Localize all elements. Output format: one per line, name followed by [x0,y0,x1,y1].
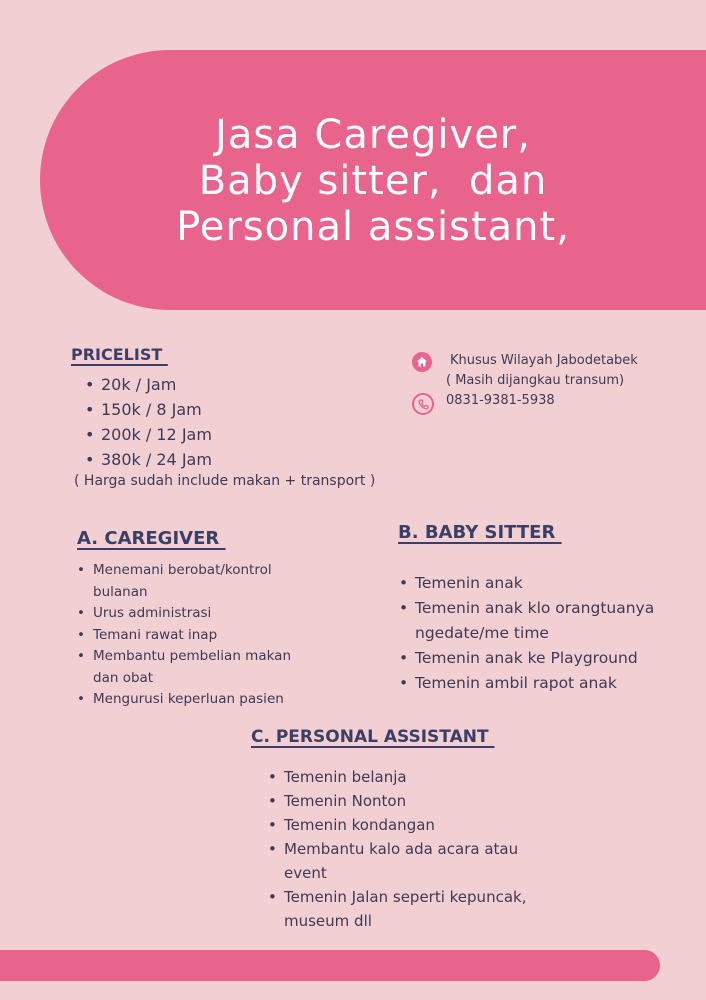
caregiver-item: • Temani rawat inap [93,625,333,647]
personal-assistant-item: • Membantu kalo ada acara atau event [284,837,534,885]
baby-sitter-item: • Temenin anak ke Playground [415,646,685,671]
caregiver-item: • Membantu pembelian makan dan obat [93,646,308,689]
phone-number[interactable]: 0831-9381-5938 [446,393,555,408]
caregiver-item: • Menemani berobat/kontrol bulanan [93,560,293,603]
personal-assistant-item: • Temenin Jalan seperti kepuncak, museum dll [284,885,544,933]
personal-assistant-item: • Temenin kondangan [284,813,564,837]
price-list [101,372,212,472]
caregiver-item: • Mengurusi keperluan pasien [93,689,333,711]
price-item: • 380k / 24 Jam [101,447,212,472]
caregiver-list [93,560,333,711]
price-item: • 150k / 8 Jam [101,397,212,422]
baby-sitter-heading: B. BABY SITTER [398,522,562,543]
title-line-3: Personal assistant, [176,204,570,250]
footer-bar [0,950,660,981]
title-line-1: Jasa Caregiver, [215,112,531,158]
price-item: • 200k / 12 Jam [101,422,212,447]
personal-assistant-item: • Temenin belanja [284,765,564,789]
personal-assistant-item: • Temenin Nonton [284,789,564,813]
price-item: • 20k / Jam [101,372,212,397]
personal-assistant-list [284,765,564,933]
price-note: ( Harga sudah include makan + transport ) [74,473,376,489]
service-area-text: Khusus Wilayah Jabodetabek [450,353,638,368]
baby-sitter-item: • Temenin ambil rapot anak [415,671,685,696]
home-icon [412,352,432,372]
caregiver-item: • Urus administrasi [93,603,333,625]
caregiver-heading: A. CAREGIVER [77,528,226,549]
pricelist-heading: PRICELIST [71,345,168,364]
baby-sitter-item: • Temenin anak [415,571,685,596]
phone-icon [412,393,434,415]
baby-sitter-item: • Temenin anak klo orangtuanya ngedate/me time [415,596,685,646]
service-area-note: ( Masih dijangkau transum) [446,373,625,388]
page-title [40,112,706,250]
baby-sitter-list [415,571,685,696]
title-line-2: Baby sitter, dan [198,158,548,204]
personal-assistant-heading: C. PERSONAL ASSISTANT [251,727,495,747]
